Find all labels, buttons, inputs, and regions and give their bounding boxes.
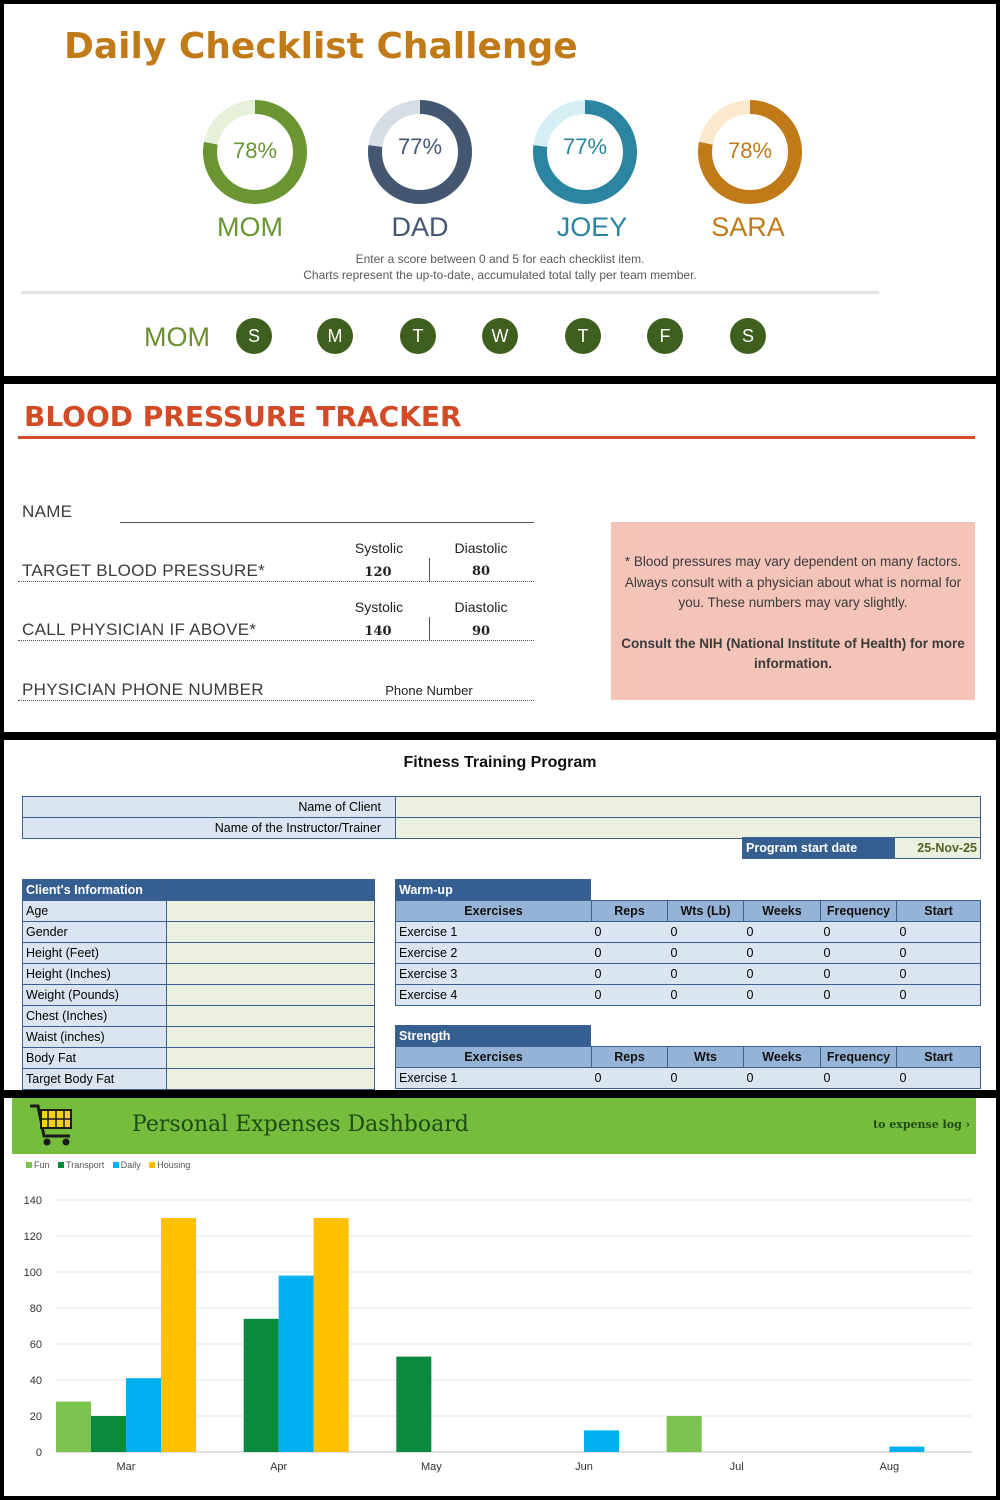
client-field-input[interactable] [167, 1027, 375, 1048]
donut-chart-sara [698, 100, 802, 204]
table-row [396, 964, 981, 985]
program-start-label: Program start date [743, 838, 895, 859]
reps-cell[interactable]: 0 [592, 922, 668, 943]
disclaimer-text: * Blood pressures may vary dependent on many factors. Always consult with a physician about what is normal for you. These numbers may vary slightly. [624, 554, 962, 610]
col-start: Start [897, 1047, 981, 1068]
bar-daily-aug [889, 1447, 924, 1452]
client-name-label: Name of Client [23, 797, 396, 818]
call-systolic-value[interactable]: 140 [364, 624, 392, 639]
name-input-line[interactable] [120, 522, 534, 523]
reps-cell[interactable]: 0 [592, 964, 668, 985]
client-field-input[interactable] [167, 943, 375, 964]
frequency-cell[interactable]: 0 [821, 985, 897, 1006]
bar-fun-mar [56, 1402, 91, 1452]
row-member-label: MOM [144, 322, 210, 352]
client-field-label: Height (Feet) [23, 943, 167, 964]
col-reps: Reps [592, 1047, 668, 1068]
bar-daily-apr [279, 1276, 314, 1452]
legend-swatch [58, 1162, 64, 1168]
exercise-name[interactable]: Exercise 3 [396, 964, 592, 985]
x-tick-label: Jul [729, 1461, 744, 1473]
systolic-header: Systolic [354, 599, 404, 615]
member-name-dad: DAD [391, 212, 449, 242]
fitness-title: Fitness Training Program [403, 754, 597, 771]
member-name-sara: SARA [711, 212, 785, 242]
exercise-name[interactable]: Exercise 4 [396, 985, 592, 1006]
trainer-name-label: Name of the Instructor/Trainer [23, 818, 396, 839]
weight-cell[interactable]: 0 [668, 922, 744, 943]
chart-explanation-text: Charts represent the up-to-date, accumulated total tally per team member. [303, 268, 697, 282]
donut-percent: 77% [397, 134, 443, 159]
weight-cell[interactable]: 0 [668, 943, 744, 964]
bp-disclaimer-box [611, 522, 975, 700]
expenses-title: Personal Expenses Dashboard [132, 1112, 469, 1137]
divider [21, 291, 879, 294]
frequency-cell[interactable]: 0 [821, 964, 897, 985]
value-separator [429, 558, 430, 582]
legend-swatch [26, 1162, 32, 1168]
day-circle-saturday[interactable]: S [730, 318, 766, 354]
exercise-name[interactable]: Exercise 2 [396, 943, 592, 964]
col-weeks: Weeks [744, 901, 821, 922]
frequency-cell[interactable]: 0 [821, 943, 897, 964]
col-weeks: Weeks [744, 1047, 821, 1068]
client-identity-table [22, 796, 981, 839]
client-field-label: Body Fat [23, 1048, 167, 1069]
frequency-cell[interactable]: 0 [821, 922, 897, 943]
client-field-input[interactable] [167, 985, 375, 1006]
exercise-name[interactable]: Exercise 1 [396, 922, 592, 943]
col-exercises: Exercises [396, 901, 592, 922]
donut-chart-dad [368, 100, 472, 204]
warmup-header-table [395, 879, 591, 901]
weeks-cell[interactable]: 0 [744, 943, 821, 964]
expenses-header-bar [12, 1098, 976, 1154]
weight-cell[interactable]: 0 [668, 964, 744, 985]
client-field-input[interactable] [167, 922, 375, 943]
bp-title: BLOOD PRESSURE TRACKER [24, 400, 462, 433]
title-underline [18, 436, 975, 439]
donut-chart-mom [203, 100, 307, 204]
start-cell[interactable]: 0 [897, 943, 981, 964]
legend-item-daily [113, 1160, 141, 1170]
client-name-input[interactable] [396, 797, 981, 818]
x-tick-label: Jun [575, 1461, 593, 1473]
strength-header: Strength [396, 1026, 591, 1047]
x-tick-label: Mar [116, 1461, 136, 1473]
client-field-input[interactable] [167, 1069, 375, 1090]
chart-legend [26, 1160, 196, 1170]
target-bp-label: TARGET BLOOD PRESSURE* [22, 561, 266, 580]
physician-phone-label: PHYSICIAN PHONE NUMBER [22, 680, 264, 699]
legend-label: Fun [34, 1160, 50, 1170]
client-field-input[interactable] [167, 1006, 375, 1027]
col-reps: Reps [592, 901, 668, 922]
donut-percent: 78% [727, 138, 773, 163]
col-start: Start [897, 901, 981, 922]
client-field-input[interactable] [167, 901, 375, 922]
day-circle-monday[interactable]: M [317, 318, 353, 354]
table-row [396, 1068, 981, 1089]
y-tick-label: 60 [29, 1339, 42, 1351]
expense-log-link[interactable]: to expense log › [873, 1118, 970, 1131]
y-tick-label: 20 [29, 1411, 42, 1423]
program-start-table [742, 837, 981, 859]
weight-cell[interactable]: 0 [668, 1068, 744, 1089]
shopping-cart-icon [28, 1102, 78, 1148]
day-circle-wednesday[interactable]: W [482, 318, 518, 354]
bar-transport-mar [91, 1416, 126, 1452]
diastolic-header: Diastolic [454, 540, 508, 556]
bar-fun-jul [667, 1416, 702, 1452]
legend-label: Daily [120, 1160, 141, 1170]
client-field-label: Weight (Pounds) [23, 985, 167, 1006]
table-row [396, 922, 981, 943]
client-info-header: Client's Information [23, 880, 167, 901]
warmup-table [395, 900, 981, 1006]
call-physician-label: CALL PHYSICIAN IF ABOVE* [22, 620, 257, 639]
legend-item-fun [26, 1160, 50, 1170]
col-weights: Wts [668, 1047, 744, 1068]
table-row [396, 943, 981, 964]
bar-housing-apr [314, 1218, 349, 1452]
dotted-line [18, 640, 534, 641]
client-info-header-blank [167, 880, 375, 901]
weight-cell[interactable]: 0 [668, 985, 744, 1006]
legend-item-housing [149, 1160, 190, 1170]
weeks-cell[interactable]: 0 [744, 922, 821, 943]
day-circle-friday[interactable]: F [647, 318, 683, 354]
table-row [396, 985, 981, 1006]
call-diastolic-value[interactable]: 90 [471, 624, 491, 639]
y-tick-label: 0 [35, 1447, 42, 1459]
frequency-cell[interactable]: 0 [821, 1068, 897, 1089]
value-separator [429, 617, 430, 641]
y-tick-label: 100 [23, 1267, 42, 1279]
strength-table [395, 1046, 981, 1089]
col-exercises: Exercises [396, 1047, 592, 1068]
weeks-cell[interactable]: 0 [744, 964, 821, 985]
checklist-panel [4, 4, 996, 376]
bar-daily-jun [584, 1430, 619, 1452]
y-tick-label: 140 [23, 1195, 42, 1207]
start-cell[interactable]: 0 [897, 985, 981, 1006]
donut-percent: 77% [562, 134, 608, 159]
start-cell[interactable]: 0 [897, 922, 981, 943]
name-label: NAME [22, 502, 73, 521]
day-circle-sunday[interactable]: S [236, 318, 272, 354]
y-tick-label: 120 [23, 1231, 42, 1243]
reps-cell[interactable]: 0 [592, 1068, 668, 1089]
weeks-cell[interactable]: 0 [744, 1068, 821, 1089]
legend-swatch [149, 1162, 155, 1168]
client-field-input[interactable] [167, 964, 375, 985]
col-frequency: Frequency [821, 1047, 897, 1068]
bar-transport-may [396, 1357, 431, 1452]
target-diastolic-value[interactable]: 80 [471, 564, 491, 579]
blood-pressure-panel [4, 384, 996, 732]
x-tick-label: Aug [879, 1461, 900, 1473]
bar-daily-mar [126, 1378, 161, 1452]
reps-cell[interactable]: 0 [592, 985, 668, 1006]
client-field-label: Waist (inches) [23, 1027, 167, 1048]
legend-item-transport [58, 1160, 104, 1170]
warmup-header: Warm-up [396, 880, 591, 901]
day-circle-thursday[interactable]: T [565, 318, 601, 354]
client-field-label: Gender [23, 922, 167, 943]
col-frequency: Frequency [821, 901, 897, 922]
start-cell[interactable]: 0 [897, 1068, 981, 1089]
day-circle-tuesday[interactable]: T [400, 318, 436, 354]
y-tick-label: 40 [29, 1375, 42, 1387]
bar-transport-apr [244, 1319, 279, 1452]
diastolic-header: Diastolic [454, 599, 508, 615]
y-tick-label: 80 [29, 1303, 42, 1315]
x-tick-label: Apr [270, 1461, 288, 1473]
systolic-header: Systolic [354, 540, 404, 556]
start-cell[interactable]: 0 [897, 964, 981, 985]
weeks-cell[interactable]: 0 [744, 985, 821, 1006]
client-field-input[interactable] [167, 1048, 375, 1069]
dotted-line [18, 581, 534, 582]
legend-label: Transport [66, 1160, 105, 1170]
dotted-line [18, 700, 534, 701]
client-field-label: Height (Inches) [23, 964, 167, 985]
client-info-table [22, 879, 375, 1090]
donut-chart-joey [533, 100, 637, 204]
exercise-name[interactable]: Exercise 1 [396, 1068, 592, 1089]
donut-percent: 78% [232, 138, 278, 163]
expenses-bar-chart [4, 1188, 996, 1478]
checklist-title: Daily Checklist Challenge [64, 26, 578, 67]
trainer-name-input[interactable] [396, 818, 981, 839]
x-tick-label: May [420, 1461, 442, 1473]
disclaimer-bold-text: Consult the NIH (National Institute of Health) for more information. [621, 635, 965, 671]
client-field-label: Age [23, 901, 167, 922]
target-systolic-value[interactable]: 120 [364, 565, 392, 580]
fitness-panel [4, 740, 996, 1090]
legend-label: Housing [157, 1160, 191, 1170]
client-field-label: Chest (Inches) [23, 1006, 167, 1027]
instruction-text: Enter a score between 0 and 5 for each checklist item. [355, 252, 645, 266]
member-name-joey: JOEY [556, 212, 628, 242]
client-field-label: Target Body Fat [23, 1069, 167, 1090]
member-name-mom: MOM [217, 212, 283, 242]
legend-swatch [113, 1162, 119, 1168]
col-weights: Wts (Lb) [668, 901, 744, 922]
expenses-panel [4, 1098, 996, 1496]
program-start-date[interactable]: 25-Nov-25 [895, 838, 981, 859]
phone-number-field[interactable]: Phone Number [385, 683, 473, 698]
strength-header-table [395, 1025, 591, 1047]
reps-cell[interactable]: 0 [592, 943, 668, 964]
bar-housing-mar [161, 1218, 196, 1452]
